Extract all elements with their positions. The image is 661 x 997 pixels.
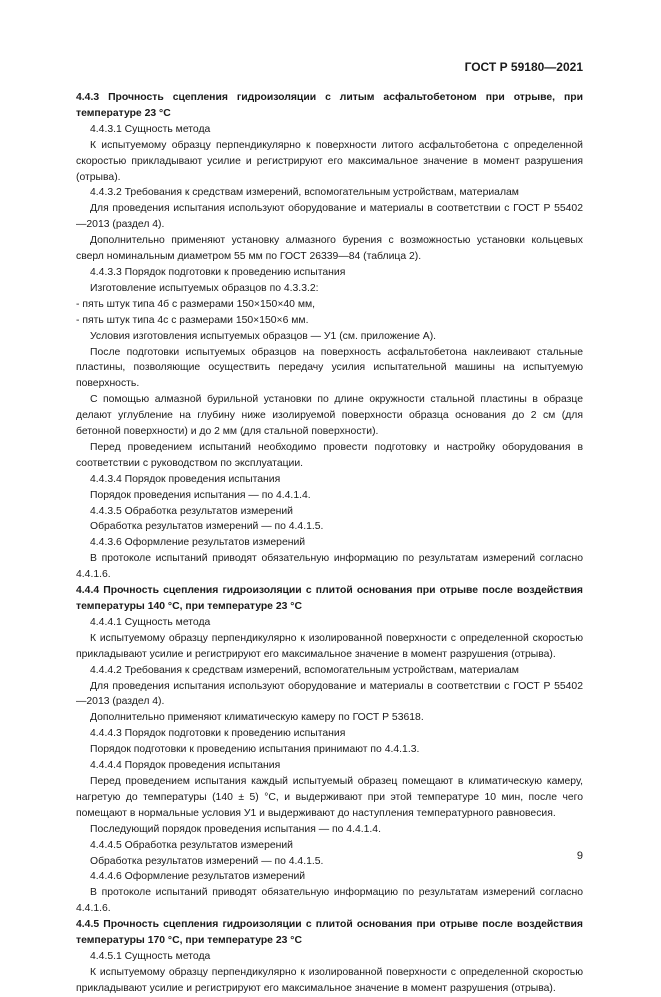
paragraph: Дополнительно применяют климатическую камеру по ГОСТ Р 53618.: [90, 712, 424, 724]
paragraph: Для проведения испытания используют оборудование и материалы в соответствии с ГОСТ Р 55402—2013 (раздел 4).: [76, 680, 583, 708]
paragraph: К испытуемому образцу перпендикулярно к поверхности литого асфальтобетона с определенной скоростью прикладывают усилие и регистрируют его максимальное значение в момент разрушения (отрыва).: [76, 139, 583, 183]
paragraph: Перед проведением испытаний необходимо провести подготовку и настройку оборудования в соответствии с руководством по эксплуатации.: [76, 441, 583, 469]
section-heading: 4.4.4 Прочность сцепления гидроизоляции с плитой основания при отрыве после воздействия температуры 140 °С, при температуре 23 °С: [76, 585, 583, 612]
section-heading: 4.4.3 Прочность сцепления гидроизоляции с литым асфальтобетоном при отрыве, при температуре 23 °С: [76, 92, 583, 119]
paragraph: Перед проведением испытания каждый испытуемый образец помещают в климатическую камеру, нагретую до температуры (140 ± 5) °С, и выдерживают при этой температуре 10 мин, после чего помещают в нормальные условия У1 и выдерживают до наступления температурного равновесия.: [76, 775, 583, 819]
paragraph: 4.4.3.5 Обработка результатов измерений: [90, 505, 293, 517]
paragraph: В протоколе испытаний приводят обязательную информацию по результатам измерений согласно 4.4.1.6.: [76, 553, 583, 581]
paragraph: 4.4.3.4 Порядок проведения испытания: [90, 473, 281, 485]
paragraph: Обработка результатов измерений — по 4.4.1.5.: [90, 521, 324, 533]
paragraph: Для проведения испытания используют оборудование и материалы в соответствии с ГОСТ Р 55402—2013 (раздел 4).: [76, 203, 583, 231]
paragraph: 4.4.4.1 Сущность метода: [90, 616, 211, 628]
list-item: - пять штук типа 4б с размерами 150×150×40 мм,: [76, 298, 315, 310]
paragraph: 4.4.3.2 Требования к средствам измерений, вспомогательным устройствам, материалам: [90, 187, 519, 199]
paragraph: 4.4.5.1 Сущность метода: [90, 950, 211, 962]
paragraph: 4.4.3.3 Порядок подготовки к проведению испытания: [90, 266, 346, 278]
paragraph: 4.4.4.5 Обработка результатов измерений: [90, 839, 293, 851]
list-item: - пять штук типа 4с с размерами 150×150×6 мм.: [76, 314, 309, 326]
paragraph: Порядок проведения испытания — по 4.4.1.4.: [90, 489, 311, 501]
paragraph: В протоколе испытаний приводят обязательную информацию по результатам измерений согласно 4.4.1.6.: [76, 887, 583, 915]
paragraph: Порядок подготовки к проведению испытания принимают по 4.4.1.3.: [90, 744, 420, 756]
paragraph: 4.4.4.2 Требования к средствам измерений, вспомогательным устройствам, материалам: [90, 664, 519, 676]
paragraph: 4.4.4.6 Оформление результатов измерений: [90, 871, 306, 883]
paragraph: Обработка результатов измерений — по 4.4.1.5.: [90, 855, 324, 867]
section-heading: 4.4.5 Прочность сцепления гидроизоляции с плитой основания при отрыве после воздействия температуры 170 °С, при температуре 23 °С: [76, 919, 583, 947]
paragraph: Последующий порядок проведения испытания — по 4.4.1.4.: [90, 823, 381, 835]
document-body: [76, 90, 583, 997]
paragraph: 4.4.3.6 Оформление результатов измерений: [90, 537, 306, 549]
paragraph: К испытуемому образцу перпендикулярно к изолированной поверхности с определенной скоростью прикладывают усилие и регистрируют его максимальное значение в момент разрушения (отрыва).: [76, 966, 583, 994]
paragraph: Условия изготовления испытуемых образцов — У1 (см. приложение А).: [90, 330, 437, 342]
paragraph: С помощью алмазной бурильной установки по длине окружности стальной пластины в образце делают углубление на глубину ниже изолируемой поверхности образца основания до 2 см (для бетонной поверхности) и до 2 мм (для стальной поверхности).: [76, 394, 583, 438]
document-header: ГОСТ Р 59180—2021: [464, 60, 583, 74]
paragraph: 4.4.4.4 Порядок проведения испытания: [90, 760, 281, 772]
paragraph: Дополнительно применяют установку алмазного бурения с возможностью установки кольцевых сверл номинальным диаметром 55 мм по ГОСТ 26339—84 (таблица 2).: [76, 235, 583, 263]
paragraph: 4.4.4.3 Порядок подготовки к проведению испытания: [90, 728, 346, 740]
paragraph: Изготовление испытуемых образцов по 4.3.3.2:: [90, 282, 319, 294]
paragraph: К испытуемому образцу перпендикулярно к изолированной поверхности с определенной скоростью прикладывают усилие и регистрируют его максимальное значение в момент разрушения (отрыва).: [76, 632, 583, 660]
paragraph: После подготовки испытуемых образцов на поверхность асфальтобетона наклеивают стальные пластины, позволяющие осуществить передачу усилия испытательной машины на испытуемую поверхность.: [76, 346, 583, 390]
paragraph: 4.4.3.1 Сущность метода: [90, 123, 211, 135]
page-number: 9: [576, 850, 583, 862]
